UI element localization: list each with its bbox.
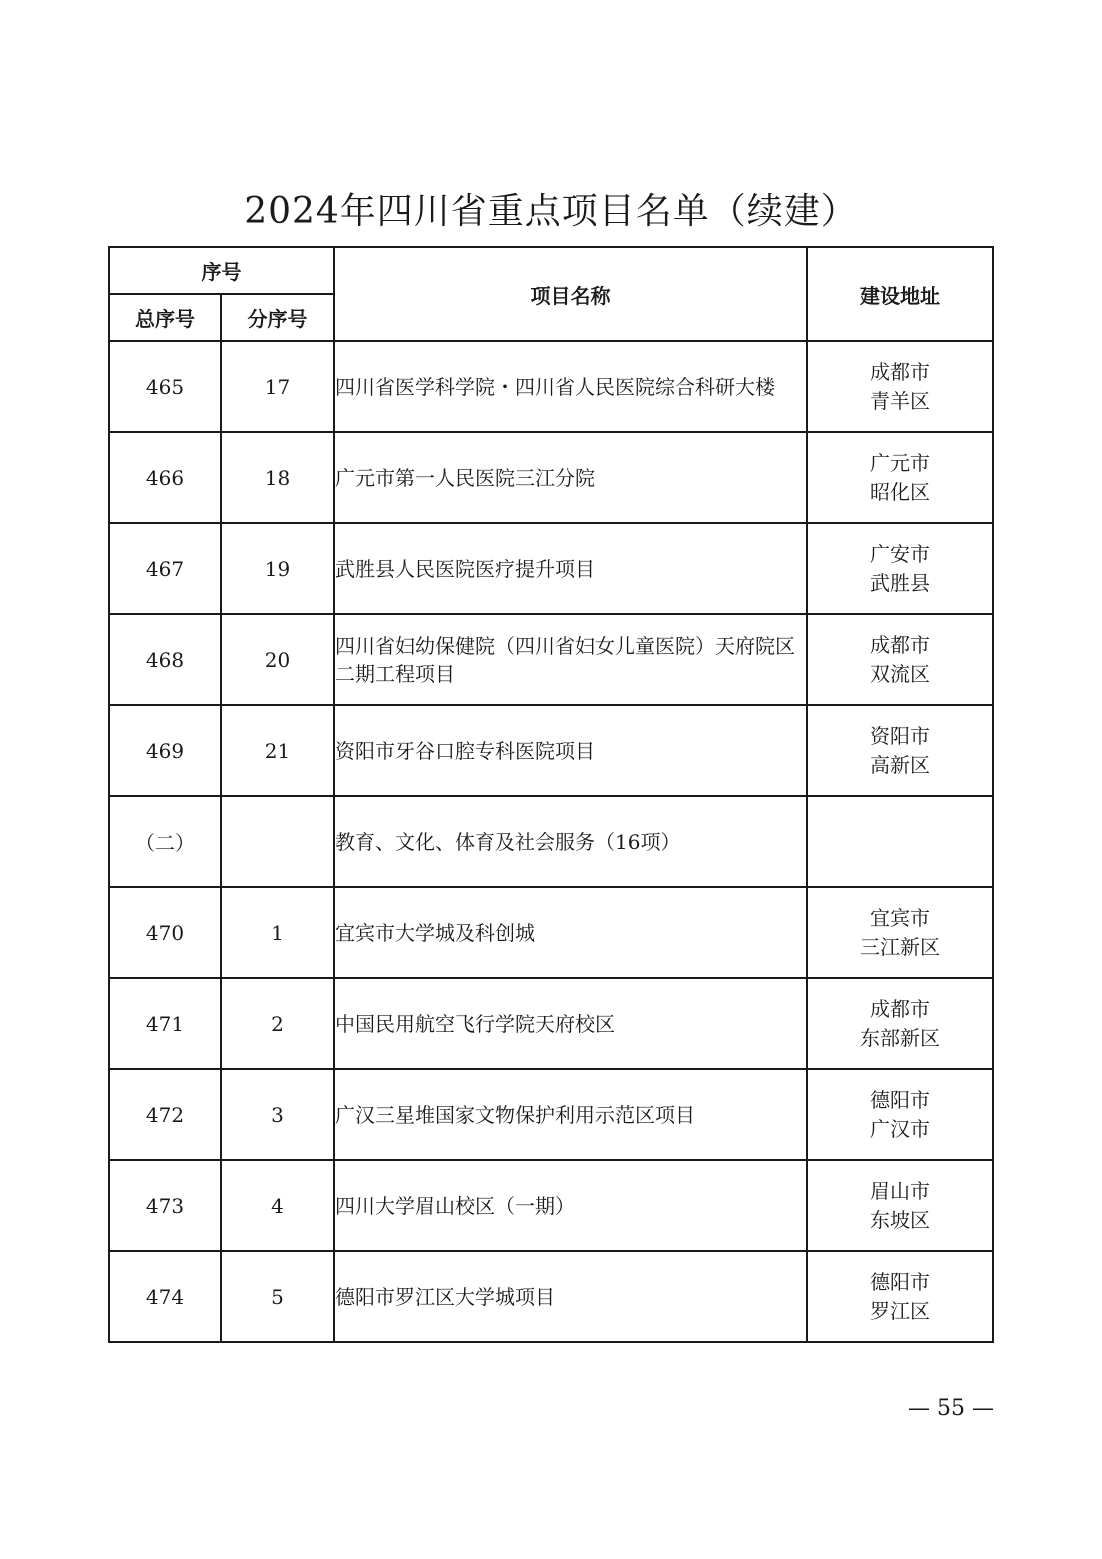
location-city: 眉山市 — [870, 1178, 930, 1203]
project-name-cell: 宜宾市大学城及科创城 — [334, 887, 807, 978]
total-seq-cell: 469 — [109, 705, 221, 796]
location-city: 德阳市 — [870, 1269, 930, 1294]
location-district: 武胜县 — [870, 570, 930, 595]
location-cell — [807, 978, 993, 1069]
total-seq-cell: 466 — [109, 432, 221, 523]
location-cell — [807, 1069, 993, 1160]
table-row — [109, 887, 993, 978]
project-name-cell: 资阳市牙谷口腔专科医院项目 — [334, 705, 807, 796]
table-row — [109, 341, 993, 432]
total-seq-cell: 473 — [109, 1160, 221, 1251]
header-total-seq: 总序号 — [109, 294, 221, 341]
location-district: 三江新区 — [860, 934, 940, 959]
sub-seq-cell: 19 — [221, 523, 334, 614]
location-district: 东部新区 — [860, 1025, 940, 1050]
project-name-cell: 武胜县人民医院医疗提升项目 — [334, 523, 807, 614]
location-cell — [807, 1160, 993, 1251]
location-district: 双流区 — [870, 661, 930, 686]
total-seq-cell: 467 — [109, 523, 221, 614]
location-city: 成都市 — [870, 996, 930, 1021]
project-table — [108, 246, 994, 1343]
total-seq-cell: 468 — [109, 614, 221, 705]
location-district: 青羊区 — [870, 388, 930, 413]
header-seq-group: 序号 — [109, 247, 334, 294]
sub-seq-cell: 18 — [221, 432, 334, 523]
total-seq-cell: 470 — [109, 887, 221, 978]
table-row — [109, 614, 993, 705]
table-row — [109, 1251, 993, 1342]
table-row — [109, 1069, 993, 1160]
table-row — [109, 432, 993, 523]
project-name-cell: 广汉三星堆国家文物保护利用示范区项目 — [334, 1069, 807, 1160]
project-name-cell: 四川大学眉山校区（一期） — [334, 1160, 807, 1251]
table-row — [109, 978, 993, 1069]
sub-seq-cell: 21 — [221, 705, 334, 796]
project-name-cell: 四川省妇幼保健院（四川省妇女儿童医院）天府院区二期工程项目 — [334, 614, 807, 705]
sub-seq-cell — [221, 796, 334, 887]
category-seq-cell: （二） — [109, 796, 221, 887]
table-row — [109, 1160, 993, 1251]
header-project-name: 项目名称 — [334, 247, 807, 341]
sub-seq-cell: 2 — [221, 978, 334, 1069]
page-number: — 55 — — [908, 1396, 994, 1421]
location-city: 广安市 — [870, 541, 930, 566]
location-district: 昭化区 — [870, 479, 930, 504]
project-name-cell: 广元市第一人民医院三江分院 — [334, 432, 807, 523]
location-district: 东坡区 — [870, 1207, 930, 1232]
location-district: 罗江区 — [870, 1298, 930, 1323]
sub-seq-cell: 4 — [221, 1160, 334, 1251]
location-city: 资阳市 — [870, 723, 930, 748]
header-location: 建设地址 — [807, 247, 993, 341]
sub-seq-cell: 1 — [221, 887, 334, 978]
location-city: 德阳市 — [870, 1087, 930, 1112]
location-cell — [807, 614, 993, 705]
page-title: 2024年四川省重点项目名单（续建） — [244, 191, 858, 232]
location-cell — [807, 341, 993, 432]
sub-seq-cell: 17 — [221, 341, 334, 432]
category-row — [109, 796, 993, 887]
location-district: 高新区 — [870, 752, 930, 777]
location-cell — [807, 432, 993, 523]
total-seq-cell: 465 — [109, 341, 221, 432]
sub-seq-cell: 3 — [221, 1069, 334, 1160]
total-seq-cell: 471 — [109, 978, 221, 1069]
sub-seq-cell: 5 — [221, 1251, 334, 1342]
project-name-cell: 四川省医学科学院・四川省人民医院综合科研大楼 — [334, 341, 807, 432]
category-name-cell: 教育、文化、体育及社会服务（16项） — [334, 796, 807, 887]
total-seq-cell: 474 — [109, 1251, 221, 1342]
total-seq-cell: 472 — [109, 1069, 221, 1160]
location-district: 广汉市 — [870, 1116, 930, 1141]
location-city: 成都市 — [870, 359, 930, 384]
project-name-cell: 德阳市罗江区大学城项目 — [334, 1251, 807, 1342]
project-name-cell: 中国民用航空飞行学院天府校区 — [334, 978, 807, 1069]
location-cell — [807, 1251, 993, 1342]
location-cell — [807, 796, 993, 887]
sub-seq-cell: 20 — [221, 614, 334, 705]
header-sub-seq: 分序号 — [221, 294, 334, 341]
table-row — [109, 523, 993, 614]
location-city: 宜宾市 — [870, 905, 930, 930]
location-city: 广元市 — [870, 450, 930, 475]
location-cell — [807, 887, 993, 978]
location-city: 成都市 — [870, 632, 930, 657]
location-cell — [807, 523, 993, 614]
location-cell — [807, 705, 993, 796]
table-row — [109, 705, 993, 796]
